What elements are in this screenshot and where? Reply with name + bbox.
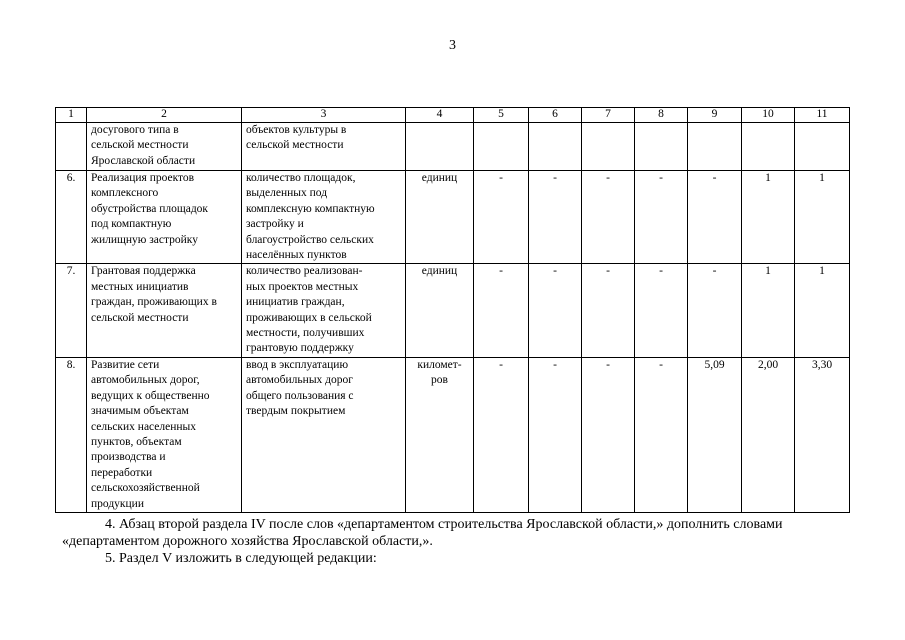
event-cell: Грантовая поддержка местных инициатив граждан, проживающих в сельской местности bbox=[87, 264, 242, 357]
column-number-header: 7 bbox=[582, 108, 635, 123]
value-cell: 1 bbox=[742, 171, 795, 264]
value-cell: - bbox=[474, 171, 529, 264]
event-cell: Развитие сети автомобильных дорог, ведущих к общественно значимым объектам сельских населенных пунктов, объектам производства и переработки сельскохозяйственной продукции bbox=[87, 357, 242, 512]
value-cell: - bbox=[474, 357, 529, 512]
event-cell: Реализация проектов комплексного обустройства площадок под компактную жилищную застройку bbox=[87, 171, 242, 264]
value-cell: - bbox=[529, 171, 582, 264]
value-cell bbox=[474, 123, 529, 171]
value-cell bbox=[795, 123, 850, 171]
paragraph-4: 4. Абзац второй раздела IV после слов «департаментом строительства Ярославской области,» дополнить словами «департаментом дорожного хозяйства Ярославской области,». bbox=[62, 517, 783, 549]
table-header-row bbox=[56, 108, 850, 123]
value-cell bbox=[742, 123, 795, 171]
event-cell: досугового типа в сельской местности Ярославской области bbox=[87, 123, 242, 171]
row-number-cell: 6. bbox=[56, 171, 87, 264]
page-number: 3 bbox=[449, 38, 456, 53]
column-number-header: 2 bbox=[87, 108, 242, 123]
value-cell: - bbox=[529, 264, 582, 357]
table-row bbox=[56, 171, 850, 264]
value-cell: - bbox=[635, 171, 688, 264]
value-cell: - bbox=[635, 357, 688, 512]
value-cell: - bbox=[529, 357, 582, 512]
column-number-header: 9 bbox=[688, 108, 742, 123]
paragraph-5: 5. Раздел V изложить в следующей редакции: bbox=[105, 551, 377, 566]
value-cell: 1 bbox=[795, 264, 850, 357]
row-number-cell bbox=[56, 123, 87, 171]
value-cell: - bbox=[474, 264, 529, 357]
table-row bbox=[56, 357, 850, 512]
column-number-header: 1 bbox=[56, 108, 87, 123]
value-cell: 3,30 bbox=[795, 357, 850, 512]
indicator-cell: количество реализован- ных проектов местных инициатив граждан, проживающих в сельской местности, получивших грантовую поддержку bbox=[242, 264, 406, 357]
value-cell: - bbox=[688, 171, 742, 264]
value-cell: 1 bbox=[742, 264, 795, 357]
column-number-header: 6 bbox=[529, 108, 582, 123]
unit-cell: единиц bbox=[406, 264, 474, 357]
indicator-cell: ввод в эксплуатацию автомобильных дорог общего пользования с твердым покрытием bbox=[242, 357, 406, 512]
value-cell: 5,09 bbox=[688, 357, 742, 512]
column-number-header: 4 bbox=[406, 108, 474, 123]
value-cell: 2,00 bbox=[742, 357, 795, 512]
value-cell bbox=[635, 123, 688, 171]
row-number-cell: 7. bbox=[56, 264, 87, 357]
value-cell: - bbox=[635, 264, 688, 357]
unit-cell: единиц bbox=[406, 171, 474, 264]
value-cell: - bbox=[688, 264, 742, 357]
indicator-cell: количество площадок, выделенных под комплексную компактную застройку и благоустройство сельских населённых пунктов bbox=[242, 171, 406, 264]
column-number-header: 5 bbox=[474, 108, 529, 123]
column-number-header: 8 bbox=[635, 108, 688, 123]
value-cell: - bbox=[582, 171, 635, 264]
column-number-header: 11 bbox=[795, 108, 850, 123]
value-cell: - bbox=[582, 357, 635, 512]
row-number-cell: 8. bbox=[56, 357, 87, 512]
value-cell bbox=[688, 123, 742, 171]
value-cell bbox=[582, 123, 635, 171]
column-number-header: 10 bbox=[742, 108, 795, 123]
unit-cell bbox=[406, 123, 474, 171]
table-row bbox=[56, 264, 850, 357]
column-number-header: 3 bbox=[242, 108, 406, 123]
value-cell: 1 bbox=[795, 171, 850, 264]
indicator-cell: объектов культуры в сельской местности bbox=[242, 123, 406, 171]
unit-cell: километ- ров bbox=[406, 357, 474, 512]
value-cell: - bbox=[582, 264, 635, 357]
table-row bbox=[56, 123, 850, 171]
value-cell bbox=[529, 123, 582, 171]
indicators-table bbox=[55, 107, 850, 513]
